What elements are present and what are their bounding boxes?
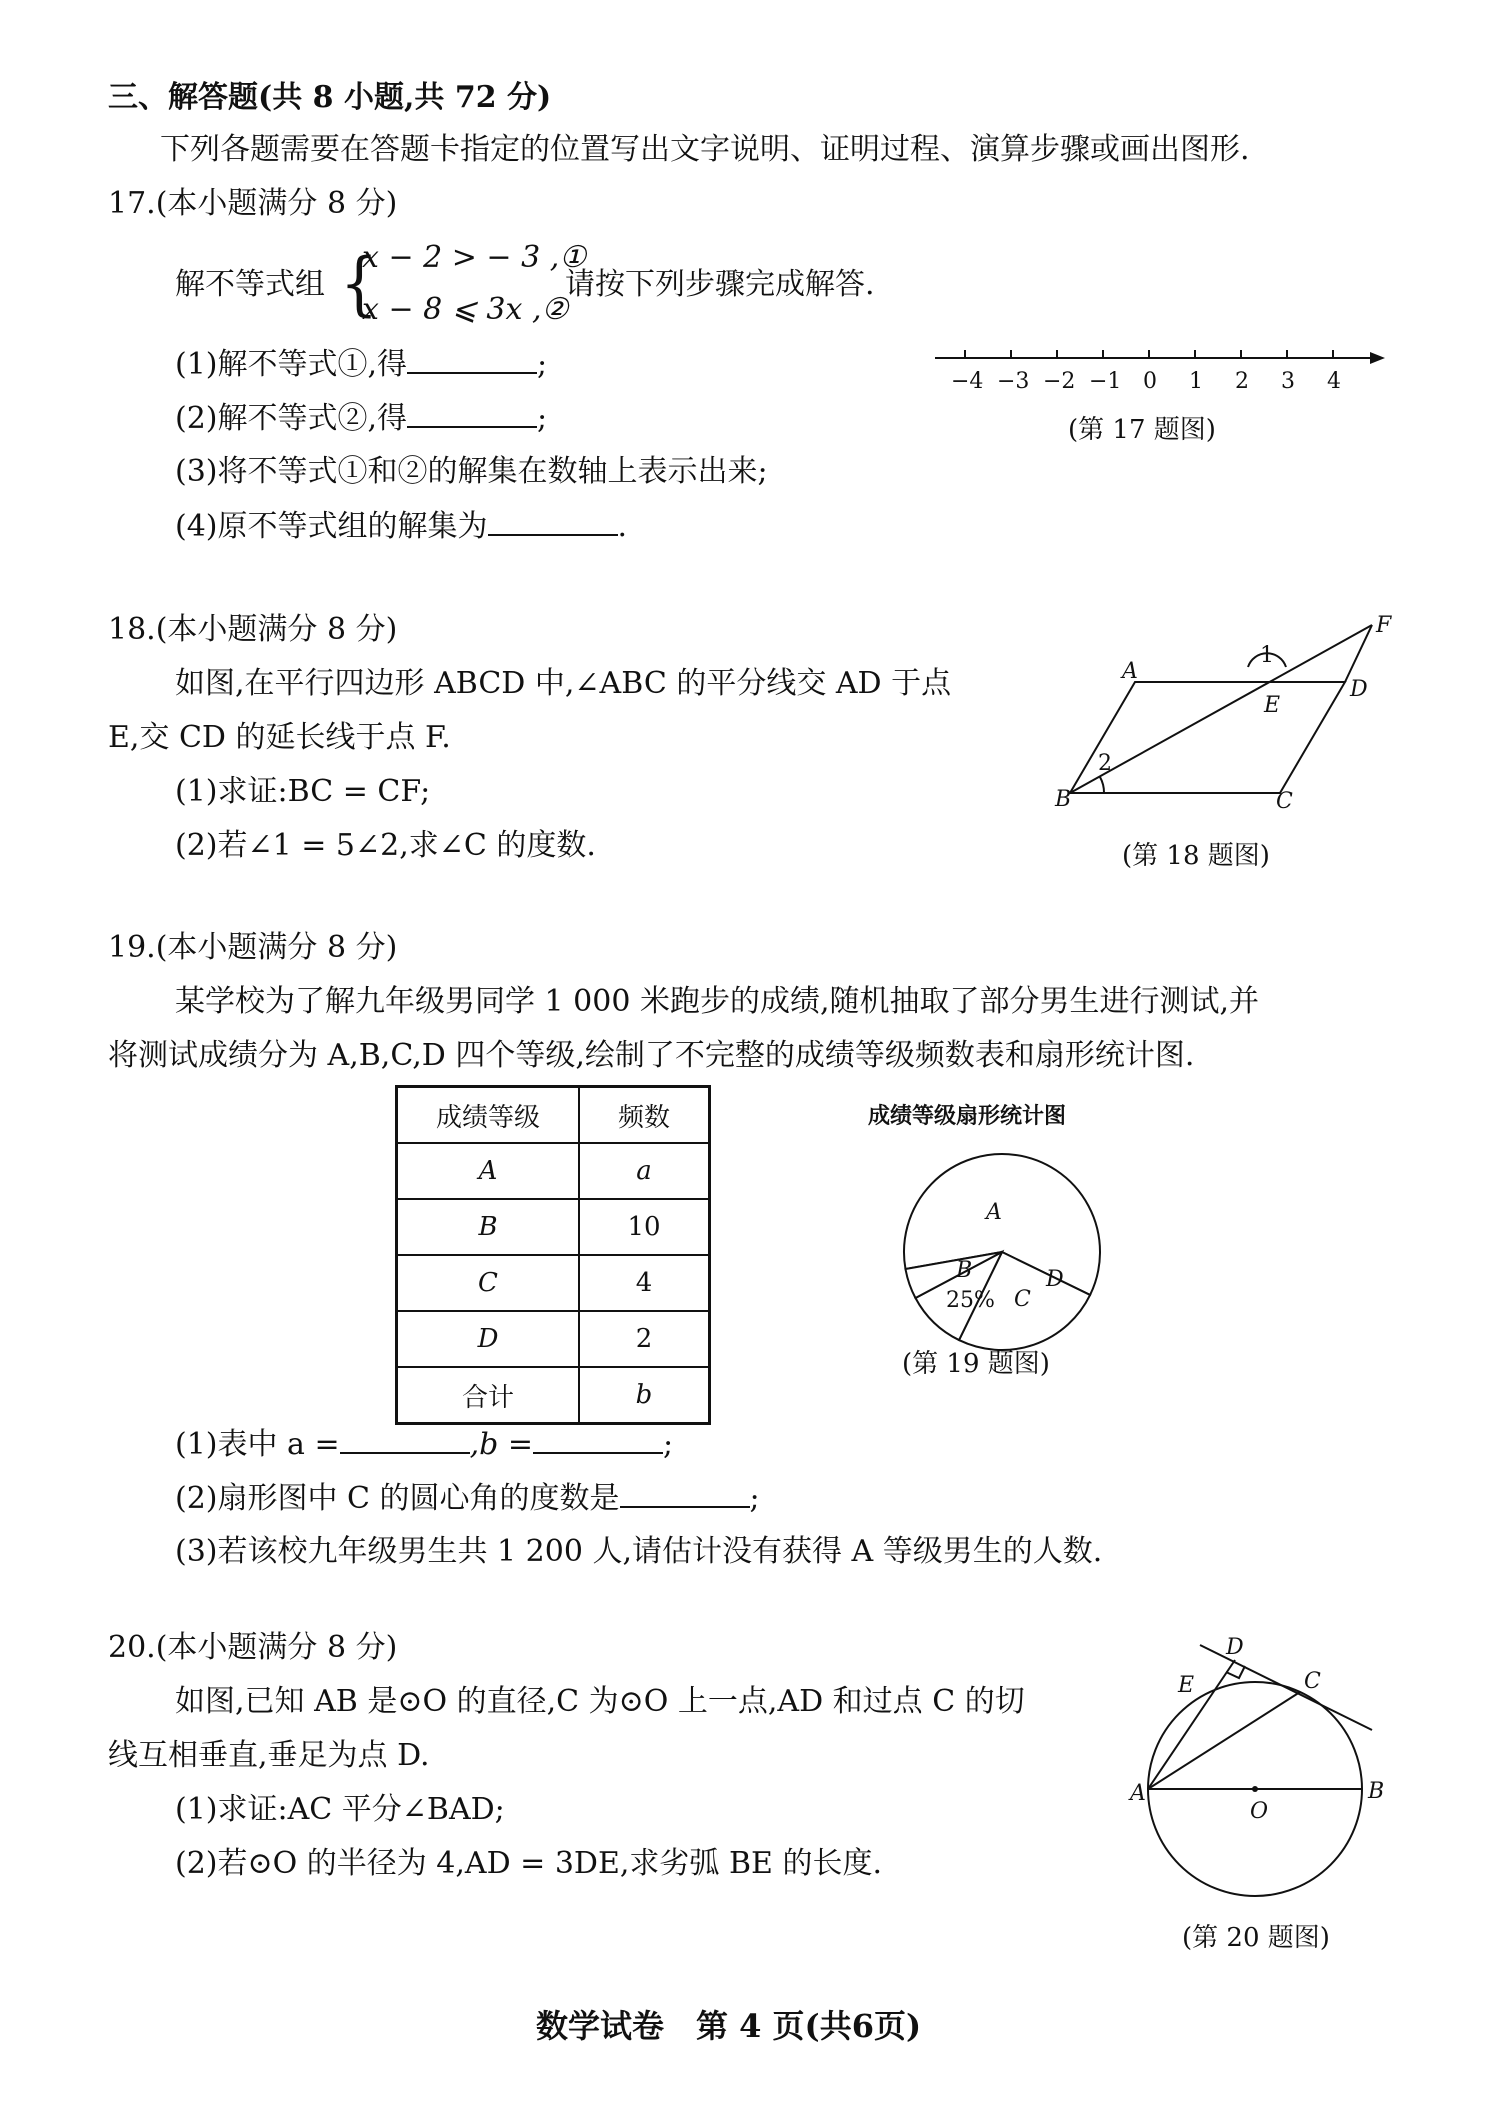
- table-cell: 合计: [397, 1367, 580, 1424]
- table-cell: b: [579, 1367, 710, 1424]
- number-line-tick-label: −1: [1089, 369, 1122, 394]
- number-line-tick-label: 0: [1143, 369, 1157, 394]
- q17-caption: (第 17 题图): [1068, 415, 1216, 445]
- q19-chart-title: 成绩等级扇形统计图: [868, 1103, 1067, 1129]
- q20-line1: 如图,已知 AB 是⊙O 的直径,C 为⊙O 上一点,AD 和过点 C 的切: [175, 1684, 1025, 1719]
- pie-label-a: A: [986, 1200, 1002, 1225]
- q17-step2: (2)解不等式②,得 ;: [175, 401, 548, 436]
- q19-part1: (1)表中 a = ,b = ;: [175, 1427, 674, 1462]
- q18-label-b: B: [1055, 787, 1072, 812]
- section-instruction: 下列各题需要在答题卡指定的位置写出文字说明、证明过程、演算步骤或画出图形.: [160, 132, 1250, 167]
- q18-label-e: E: [1264, 693, 1281, 718]
- number-line-tick-label: 4: [1327, 369, 1341, 394]
- q18-line1: 如图,在平行四边形 ABCD 中,∠ABC 的平分线交 AD 于点: [175, 666, 952, 701]
- table-header-cell: 成绩等级: [397, 1087, 580, 1144]
- table-cell: 10: [579, 1199, 710, 1255]
- pie-label-b: B: [956, 1258, 973, 1283]
- table-cell: D: [397, 1311, 580, 1367]
- q18-angle-1-label: 1: [1260, 643, 1274, 668]
- q19-line2: 将测试成绩分为 A,B,C,D 四个等级,绘制了不完整的成绩等级频数表和扇形统计图.: [108, 1038, 1195, 1073]
- q17-step4: (4)原不等式组的解集为 .: [175, 509, 628, 544]
- table-header-cell: 频数: [579, 1087, 710, 1144]
- q18-caption: (第 18 题图): [1122, 841, 1270, 871]
- number-line-tick-label: −4: [951, 369, 984, 394]
- q17-step1: (1)解不等式①,得 ;: [175, 347, 548, 382]
- q18-part1: (1)求证:BC = CF;: [175, 774, 431, 809]
- table-cell: B: [397, 1199, 580, 1255]
- number-line-tick-label: −2: [1043, 369, 1076, 394]
- q17-intro: 解不等式组: [175, 267, 325, 302]
- q20-line2: 线互相垂直,垂足为点 D.: [108, 1738, 430, 1773]
- q20-label-o: O: [1250, 1799, 1269, 1824]
- q18-label-f: F: [1376, 613, 1392, 638]
- q17-ineq2: x − 8 ⩽ 3x ,②: [362, 292, 569, 327]
- q19-part3: (3)若该校九年级男生共 1 200 人,请估计没有获得 A 等级男生的人数.: [175, 1534, 1103, 1569]
- q19-header: 19.(本小题满分 8 分): [108, 930, 398, 965]
- page-footer: 数学试卷 第 4 页(共6页): [536, 2007, 922, 2045]
- q18-part2: (2)若∠1 = 5∠2,求∠C 的度数.: [175, 828, 596, 863]
- number-line-tick-label: 1: [1189, 369, 1203, 394]
- table-cell: A: [397, 1143, 580, 1199]
- number-line-tick-label: −3: [997, 369, 1030, 394]
- q19-part2: (2)扇形图中 C 的圆心角的度数是 ;: [175, 1481, 760, 1516]
- q20-part2: (2)若⊙O 的半径为 4,AD = 3DE,求劣弧 BE 的长度.: [175, 1846, 882, 1881]
- q20-label-c: C: [1304, 1669, 1321, 1694]
- q20-header: 20.(本小题满分 8 分): [108, 1630, 398, 1665]
- q18-header: 18.(本小题满分 8 分): [108, 612, 398, 647]
- q20-label-b: B: [1368, 1779, 1385, 1804]
- center-dot: [1252, 1786, 1258, 1792]
- q18-label-c: C: [1276, 789, 1293, 814]
- pie-label-d: D: [1046, 1267, 1064, 1292]
- number-line-tick-label: 2: [1235, 369, 1249, 394]
- q18-label-a: A: [1122, 659, 1138, 684]
- section-title: 三、解答题(共 8 小题,共 72 分): [108, 80, 552, 115]
- chord-ac: [1148, 1692, 1300, 1789]
- pie-label-b-percent: 25%: [946, 1288, 995, 1313]
- q20-part1: (1)求证:AC 平分∠BAD;: [175, 1792, 505, 1827]
- q17-header: 17.(本小题满分 8 分): [108, 186, 398, 221]
- table-cell: a: [579, 1143, 710, 1199]
- q17-ineq1: x − 2 > − 3 ,①: [362, 240, 587, 275]
- q20-label-d: D: [1226, 1635, 1244, 1660]
- q20-label-e: E: [1178, 1673, 1195, 1698]
- q17-brace: {: [340, 243, 379, 325]
- table-cell: 2: [579, 1311, 710, 1367]
- q18-line2: E,交 CD 的延长线于点 F.: [108, 720, 451, 755]
- table-cell: C: [397, 1255, 580, 1311]
- q19-caption: (第 19 题图): [902, 1349, 1050, 1379]
- q18-angle-2-label: 2: [1098, 751, 1112, 776]
- pie-label-c: C: [1014, 1287, 1031, 1312]
- q20-caption: (第 20 题图): [1182, 1923, 1330, 1953]
- table-cell: 4: [579, 1255, 710, 1311]
- q17-follow: 请按下列步骤完成解答.: [565, 267, 875, 302]
- q17-step3: (3)将不等式①和②的解集在数轴上表示出来;: [175, 454, 768, 489]
- q19-line1: 某学校为了解九年级男同学 1 000 米跑步的成绩,随机抽取了部分男生进行测试,并: [175, 984, 1260, 1019]
- q20-label-a: A: [1130, 1781, 1146, 1806]
- q18-label-d: D: [1350, 677, 1368, 702]
- number-line-tick-label: 3: [1281, 369, 1295, 394]
